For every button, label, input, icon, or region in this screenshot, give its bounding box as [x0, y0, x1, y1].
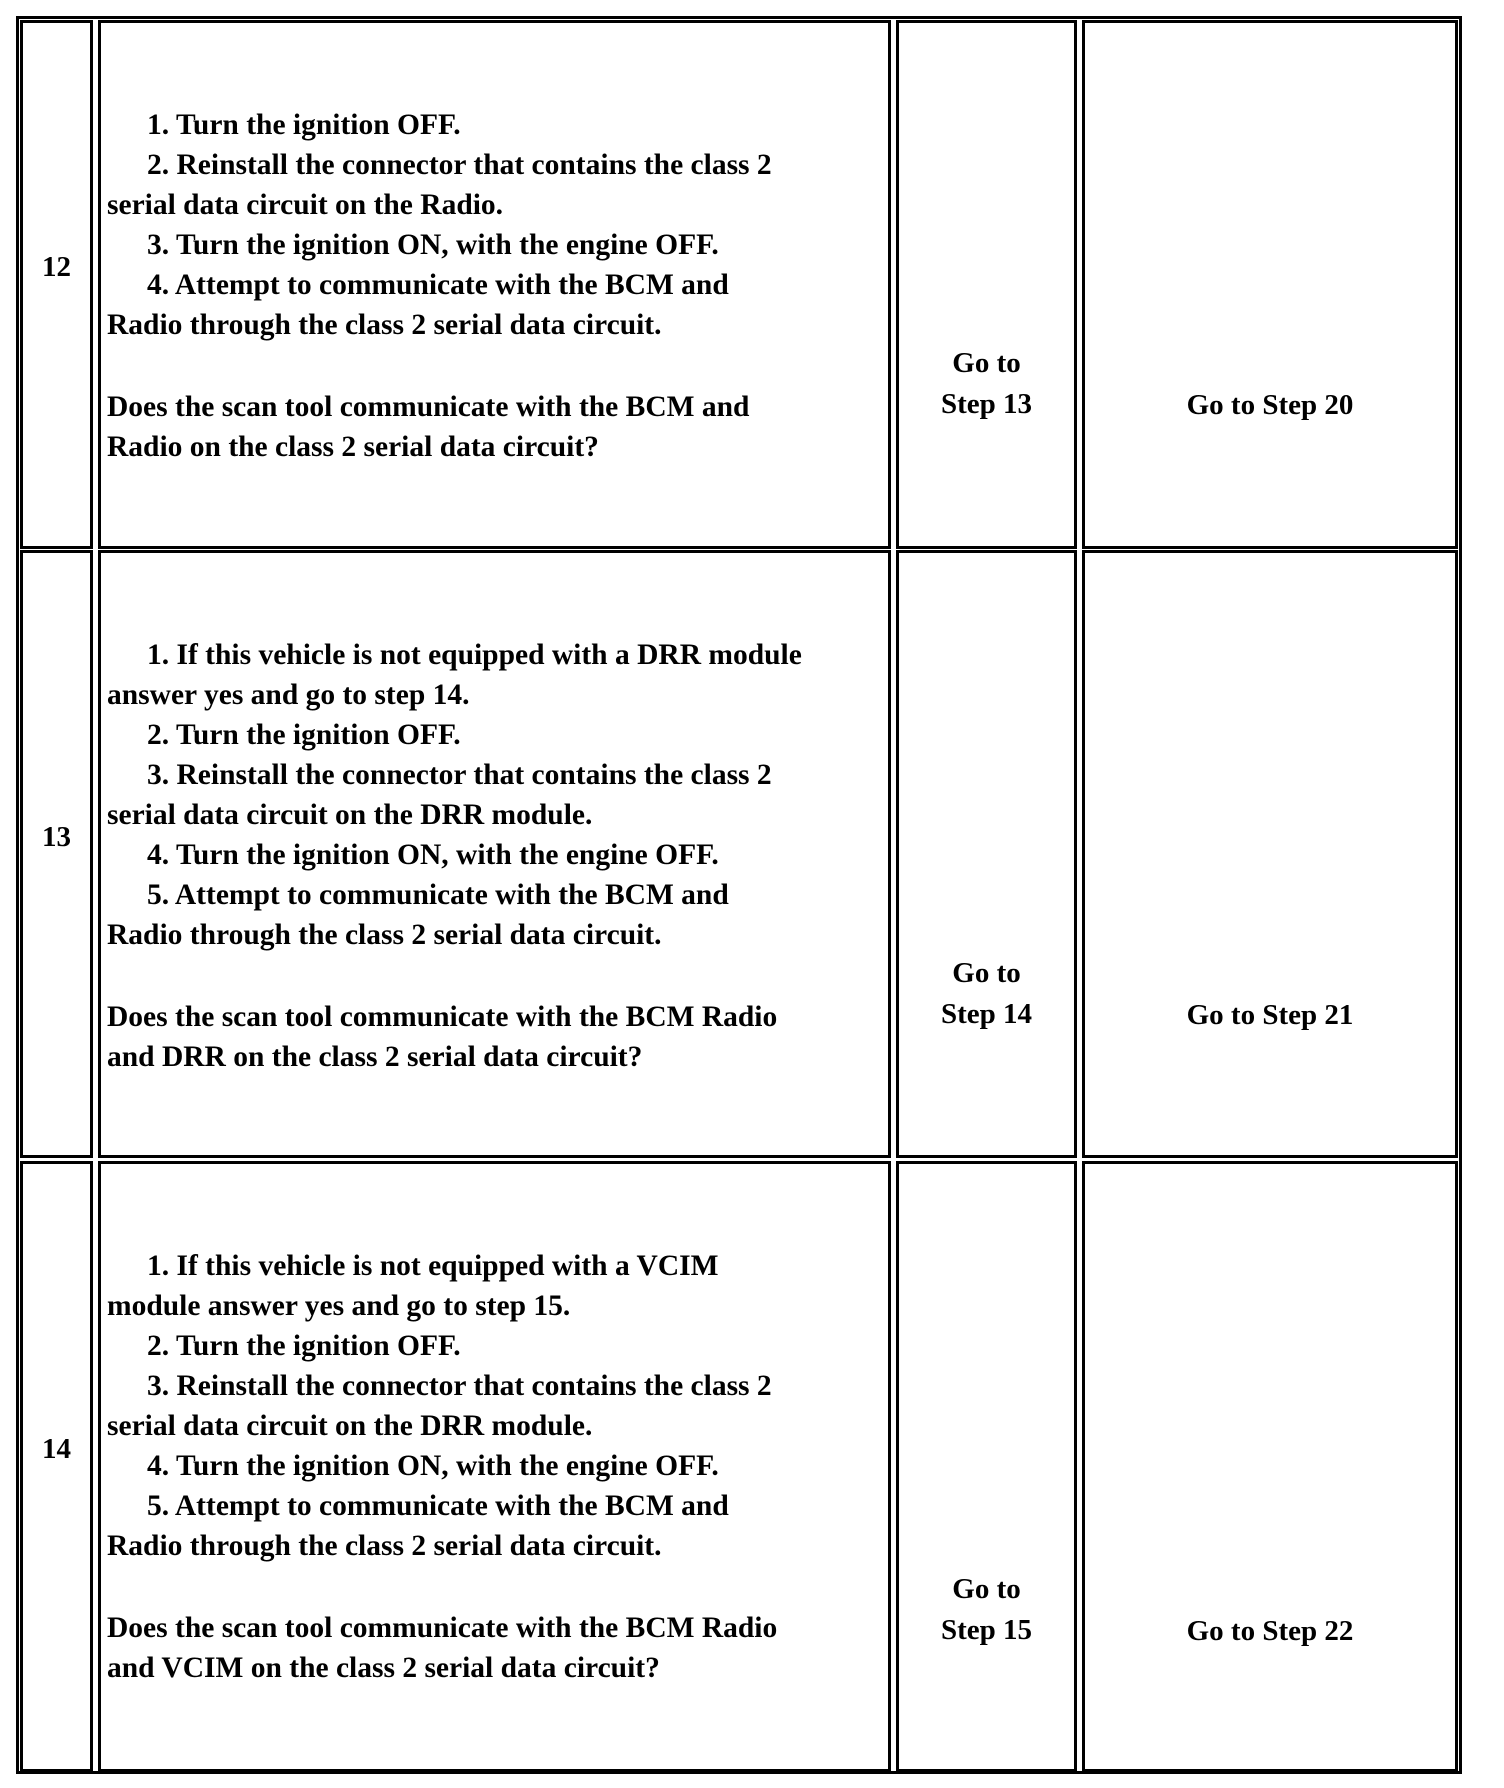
- action-line: 3. Turn the ignition ON, with the engine OFF.: [147, 229, 719, 261]
- yes-line: Step 13: [940, 388, 1033, 420]
- action-line: 2. Turn the ignition OFF.: [147, 719, 461, 751]
- no-result: Go to Step 22: [1186, 1615, 1354, 1647]
- action-cell-13: [98, 550, 891, 1158]
- action-line: 1. Turn the ignition OFF.: [147, 109, 461, 141]
- action-line: 2. Reinstall the connector that contains the class 2: [147, 149, 772, 181]
- step-number: 14: [42, 1433, 71, 1465]
- no-result: Go to Step 20: [1186, 389, 1354, 421]
- action-line: serial data circuit on the Radio.: [107, 189, 504, 221]
- action-line: 3. Reinstall the connector that contains the class 2: [147, 759, 772, 791]
- action-line: 5. Attempt to communicate with the BCM and: [147, 1490, 729, 1522]
- no-cell-12: [1082, 20, 1458, 549]
- no-result: Go to Step 21: [1186, 999, 1354, 1031]
- action-line: module answer yes and go to step 15.: [107, 1290, 571, 1322]
- action-text: [107, 1246, 886, 1688]
- action-line: serial data circuit on the DRR module.: [107, 799, 593, 831]
- action-line: 4. Attempt to communicate with the BCM and: [147, 269, 729, 301]
- action-line: Radio through the class 2 serial data circuit.: [107, 1530, 662, 1562]
- yes-line: Go to: [952, 957, 1021, 989]
- action-line: Radio through the class 2 serial data circuit.: [107, 919, 662, 951]
- spacer: [107, 345, 886, 387]
- no-cell-13: [1082, 550, 1458, 1158]
- action-line: 1. If this vehicle is not equipped with a DRR module: [147, 639, 802, 671]
- question-line: and DRR on the class 2 serial data circuit?: [107, 1041, 643, 1073]
- yes-result: [899, 343, 1074, 425]
- question-line: Radio on the class 2 serial data circuit?: [107, 431, 599, 463]
- action-line: answer yes and go to step 14.: [107, 679, 470, 711]
- action-line: 1. If this vehicle is not equipped with a VCIM: [147, 1250, 719, 1282]
- action-text: [107, 635, 886, 1077]
- action-cell-12: [98, 20, 891, 549]
- step-number: 13: [42, 821, 71, 853]
- question-line: Does the scan tool communicate with the BCM and: [107, 391, 750, 423]
- action-cell-14: [98, 1161, 891, 1772]
- question-line: Does the scan tool communicate with the BCM Radio: [107, 1001, 778, 1033]
- no-cell-14: [1082, 1161, 1458, 1772]
- question-line: Does the scan tool communicate with the BCM Radio: [107, 1612, 778, 1644]
- yes-cell-12: [896, 20, 1077, 549]
- yes-line: Step 14: [940, 998, 1033, 1030]
- step-number: 12: [42, 251, 71, 283]
- yes-cell-14: [896, 1161, 1077, 1772]
- yes-result: [899, 1569, 1074, 1651]
- yes-line: Go to: [952, 1573, 1021, 1605]
- question-text: [107, 1608, 886, 1688]
- action-line: 2. Turn the ignition OFF.: [147, 1330, 461, 1362]
- spacer: [107, 955, 886, 997]
- action-line: 4. Turn the ignition ON, with the engine OFF.: [147, 839, 719, 871]
- action-line: serial data circuit on the DRR module.: [107, 1410, 593, 1442]
- action-line: 3. Reinstall the connector that contains the class 2: [147, 1370, 772, 1402]
- action-line: 4. Turn the ignition ON, with the engine OFF.: [147, 1450, 719, 1482]
- yes-line: Go to: [952, 347, 1021, 379]
- yes-line: Step 15: [940, 1614, 1033, 1646]
- spacer: [107, 1566, 886, 1608]
- action-line: Radio through the class 2 serial data circuit.: [107, 309, 662, 341]
- action-text: [107, 105, 886, 467]
- yes-result: [899, 953, 1074, 1035]
- question-line: and VCIM on the class 2 serial data circuit?: [107, 1652, 660, 1684]
- question-text: [107, 997, 886, 1077]
- step-cell-13: [20, 550, 93, 1158]
- action-line: 5. Attempt to communicate with the BCM and: [147, 879, 729, 911]
- question-text: [107, 387, 886, 467]
- step-cell-12: [20, 20, 93, 549]
- yes-cell-13: [896, 550, 1077, 1158]
- step-cell-14: [20, 1161, 93, 1772]
